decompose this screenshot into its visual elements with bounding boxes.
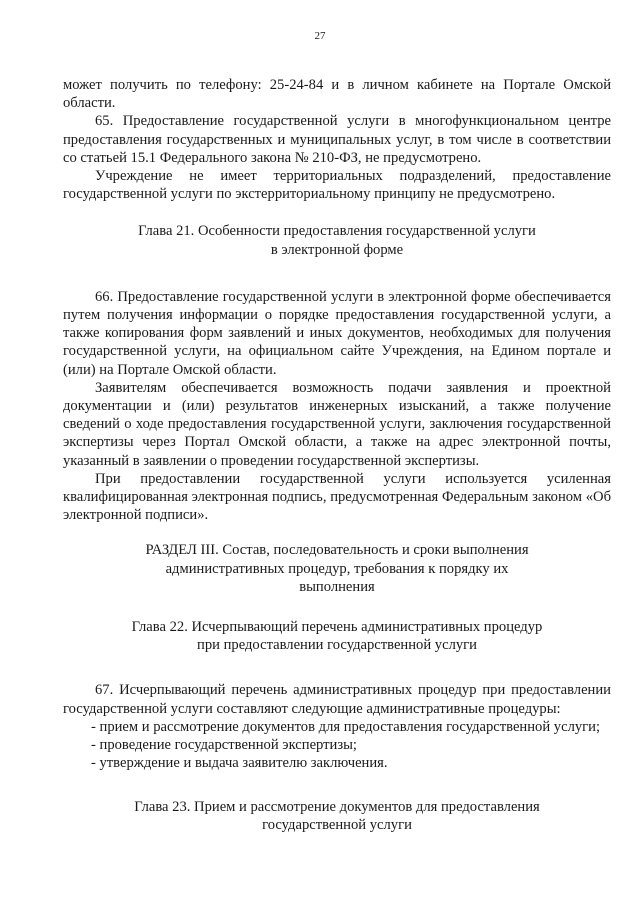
section-3-title-line-3: выполнения xyxy=(299,578,375,595)
section-3-heading xyxy=(63,541,611,596)
paragraph-applicants: Заявителям обеспечивается возможность подачи заявления и проектной документации и (или) результатов инженерных изысканий, а также получение сведений о ходе предоставления государственной услуги, заключения государственной экспертизы через Портал Омской области, а также на адрес электронной почты, указанный в заявлении о проведении государственной экспертизы. xyxy=(63,379,611,469)
procedure-item: - прием и рассмотрение документов для предоставления государственной услуги; xyxy=(91,718,600,735)
chapter-21-title-line-1: Глава 21. Особенности предоставления государственной услуги xyxy=(138,223,536,240)
paragraph-67: 67. Исчерпывающий перечень административных процедур при предоставлении государственной услуги составляют следующие административные процедуры: xyxy=(63,682,611,717)
section-3-title-line-2: административных процедур, требования к порядку их xyxy=(165,560,509,577)
procedure-item: - проведение государственной экспертизы; xyxy=(91,737,357,754)
paragraph-65: 65. Предоставление государственной услуги в многофункциональном центре предоставления государственных и муниципальных услуг, в том числе в соответствии со статьей 15.1 Федерального закона № 210-ФЗ, не предусмотрено. xyxy=(63,113,611,166)
continuation-paragraph: может получить по телефону: 25-24-84 и в личном кабинете на Портале Омской области. xyxy=(63,77,611,112)
chapter-22-title-line-1: Глава 22. Исчерпывающий перечень административных процедур xyxy=(131,619,543,636)
chapter-21-title-line-2: в электронной форме xyxy=(270,241,404,258)
page-number: 27 xyxy=(314,30,326,42)
chapter-22-title-line-2: при предоставлении государственной услуги xyxy=(197,637,477,654)
paragraph-66: 66. Предоставление государственной услуги в электронной форме обеспечивается путем получения информации о порядке предоставления государственной услуги, а также копирования форм заявлений и иных документов, необходимых для получения государственной услуги, на официальном сайте Учреждения, на Едином портале и (или) на Портале Омской области. xyxy=(63,288,611,378)
section-3-title-line-1: РАЗДЕЛ III. Состав, последовательность и сроки выполнения xyxy=(145,542,529,559)
paragraph-signature: При предоставлении государственной услуги используется усиленная квалифицированная электронная подпись, предусмотренная Федеральным законом «Об электронной подписи». xyxy=(63,470,611,524)
chapter-21-content xyxy=(63,288,611,525)
procedure-item: - утверждение и выдача заявителю заключения. xyxy=(91,755,388,772)
chapter-22-heading xyxy=(63,618,611,654)
chapter-23-title-line-1: Глава 23. Прием и рассмотрение документов для предоставления xyxy=(134,798,540,815)
chapter-23-heading xyxy=(63,798,611,834)
chapter-22-content xyxy=(63,681,611,772)
chapter-23-title-line-2: государственной услуги xyxy=(262,816,412,833)
document-body xyxy=(63,76,611,834)
chapter-21-heading xyxy=(63,222,611,258)
paragraph-territorial: Учреждение не имеет территориальных подразделений, предоставление государственной услуги по экстерриториальному принципу не предусмотрено. xyxy=(63,168,611,203)
